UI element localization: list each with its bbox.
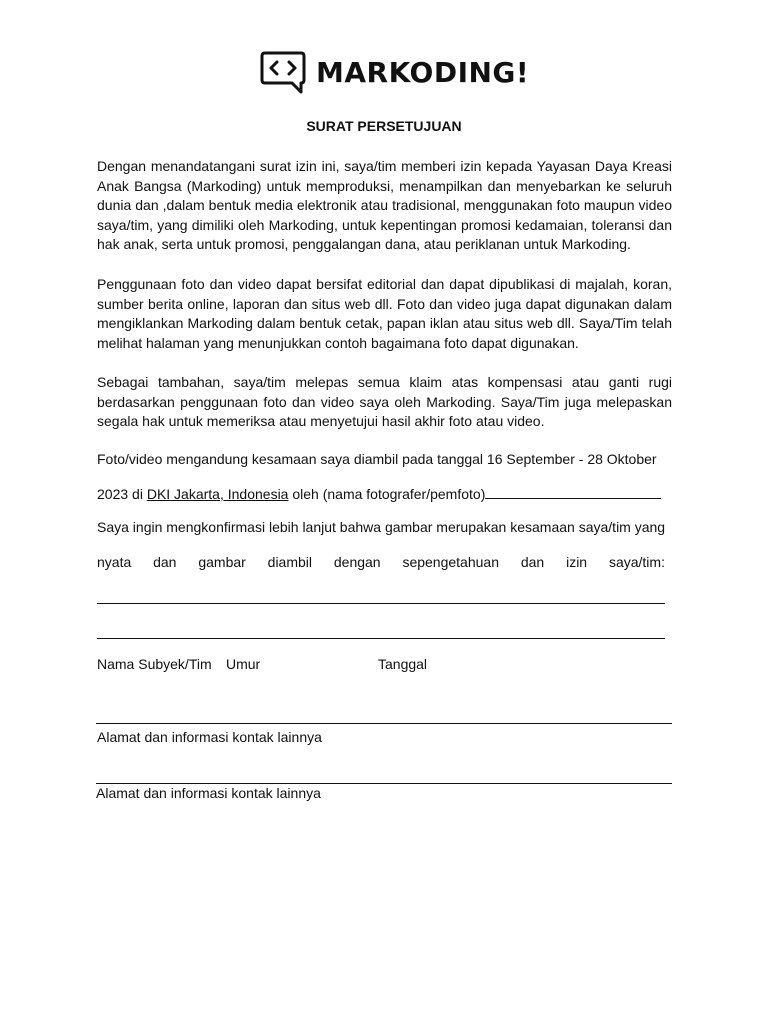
- location-line: [97, 484, 661, 503]
- confirm-line: Saya ingin mengkonfirmasi lebih lanjut bahwa gambar merupakan kesamaan saya/tim yang: [97, 519, 666, 535]
- field-label-name: Nama Subyek/Tim: [97, 656, 212, 672]
- confirm-word: gambar: [198, 554, 246, 570]
- signature-line-1[interactable]: [96, 723, 672, 724]
- photographer-label: oleh (nama fotografer/pemfoto): [288, 486, 486, 502]
- address-label-2: Alamat dan informasi kontak lainnya: [96, 785, 321, 801]
- location-text: DKI Jakarta, Indonesia: [146, 486, 289, 502]
- code-bubble-icon: [260, 50, 306, 94]
- date-line: Foto/video mengandung kesamaan saya diambil pada tanggal 16 September - 28 Oktober: [97, 451, 657, 467]
- confirm-word: dan: [153, 554, 177, 570]
- markoding-logo: [260, 50, 529, 94]
- paragraph-consent: Dengan menandatangani surat izin ini, saya/tim memberi izin kepada Yayasan Daya Kreasi Anak Bangsa (Markoding) untuk memproduksi, menampilkan dan menyebarkan ke seluruh dunia dan ,dalam bentuk media elektronik atau tradisional, menggunakan foto maupun video saya/tim, yang dimiliki oleh Markoding, untuk kepentingan promosi kedamaian, toleransi dan hak anak, serta untuk promosi, penggalangan dana, atau periklanan untuk Markoding.: [97, 158, 672, 253]
- paragraph-usage: Penggunaan foto dan video dapat bersifat editorial dan dapat dipublikasi di majalah, koran, sumber berita online, laporan dan situs web dll. Foto dan video juga dapat digunakan dalam mengiklankan Markoding dalam bentuk cetak, papan iklan atau situs web dll. Saya/Tim telah melihat halaman yang menunjukkan contoh bagaimana foto dapat digunakan.: [97, 276, 672, 351]
- paragraph-release: Sebagai tambahan, saya/tim melepas semua klaim atas kompensasi atau ganti rugi berdasarkan penggunaan foto dan video saya oleh Markoding. Saya/Tim juga melepaskan segala hak untuk memeriksa atau menyetujui hasil akhir foto atau video.: [97, 374, 672, 430]
- confirm-word: nyata: [97, 554, 132, 570]
- confirm-word: saya/tim:: [608, 554, 665, 570]
- confirm-word: dengan: [333, 554, 381, 570]
- address-label-1: Alamat dan informasi kontak lainnya: [97, 729, 322, 745]
- confirm-word: diambil: [267, 554, 313, 570]
- field-label-age: Umur: [226, 656, 261, 672]
- confirm-line-justified: [97, 554, 665, 570]
- field-label-date: Tanggal: [378, 656, 428, 672]
- confirm-word: dan: [520, 554, 545, 570]
- confirm-word: sepengetahuan: [402, 554, 499, 570]
- location-prefix: 2023 di: [97, 486, 147, 502]
- confirm-word: izin: [566, 554, 588, 570]
- document-title: SURAT PERSETUJUAN: [306, 118, 462, 134]
- blank-line-1[interactable]: [97, 603, 665, 604]
- blank-line-2[interactable]: [97, 638, 665, 639]
- photographer-blank[interactable]: [485, 484, 661, 499]
- logo-wordmark: MARKODING!: [316, 55, 530, 89]
